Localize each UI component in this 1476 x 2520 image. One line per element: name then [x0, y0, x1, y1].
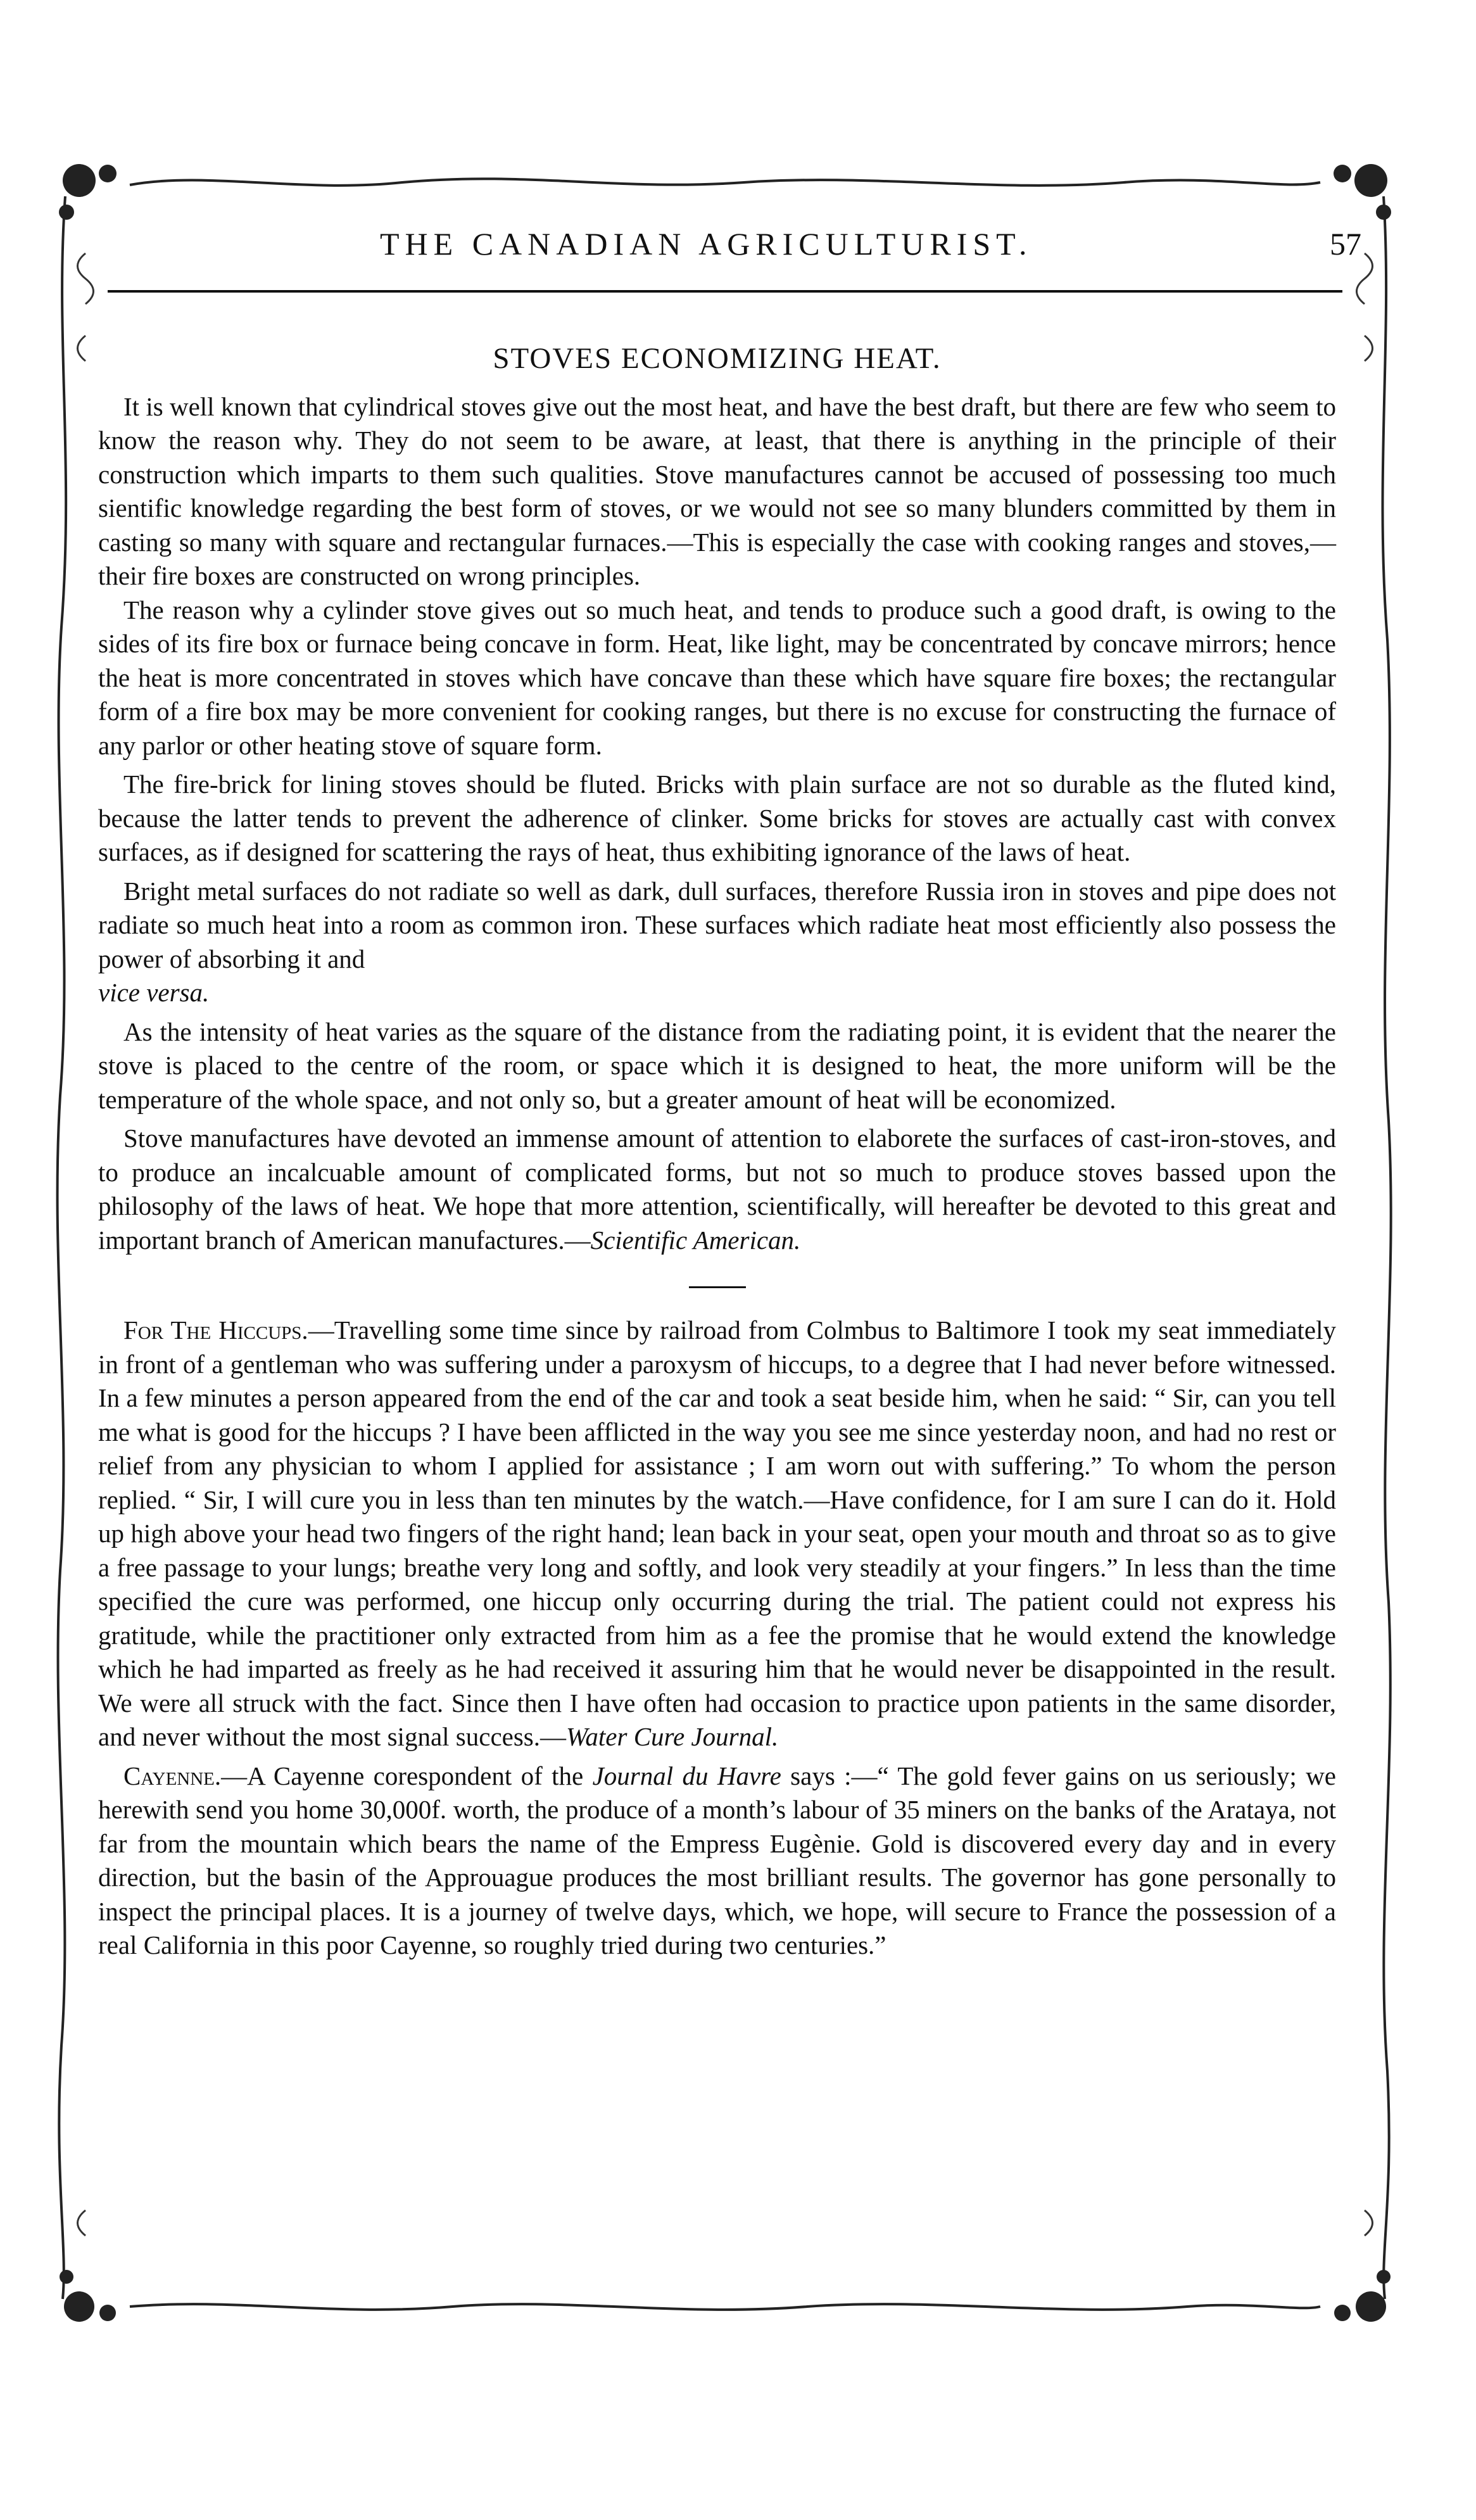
- hiccups-paragraph: [98, 1314, 1336, 1754]
- article-paragraph: It is well known that cylindrical stoves give out the most heat, and have the best draft, but there are few who seem to know the reason why. They do not seem to be aware, at least, that there is anything in the principle of their construction which imparts to them such qualities. Stove manufactures cannot be accused of possessing too much sientific knowledge regarding the best form of stoves, or we would not see so many blunders committed by them in casting so many with square and rectangular furnaces.—This is especially the case with cooking ranges and stoves,—their fire boxes are constructed on wrong principles.: [98, 391, 1336, 590]
- hiccups-lead: For The Hiccups.: [123, 1315, 308, 1345]
- cayenne-paragraph: [98, 1759, 1336, 1963]
- page-number: 57: [1330, 226, 1361, 262]
- header-rule: [108, 290, 1342, 293]
- article-paragraph: [98, 875, 1336, 1010]
- cayenne-lead: Cayenne.: [123, 1761, 222, 1790]
- page-content: [98, 342, 1336, 1968]
- paragraph-text: Bright metal surfaces do not radiate so well as dark, dull surfaces, therefore Russia iron in stoves and pipe does not radiate so much heat into a room as common iron. These surfaces which radiate heat most efficiently also possess the power of absorbing it and: [98, 876, 1336, 973]
- paragraph-text: Stove manufactures have devoted an immense amount of attention to elaborete the surfaces of cast-iron-stoves, and to produce an incalcuable amount of complicated forms, but not so much to produce stoves bassed upon the philosophy of the laws of heat. We hope that more attention, scientifically, will hereafter be devoted to this great and important branch of American manufactures.—: [98, 1124, 1336, 1255]
- section-separator: [689, 1286, 746, 1288]
- cayenne-text-after: says :—“ The gold fever gains on us seriously; we herewith send you home 30,000f. worth, the produce of a month’s labour of 35 miners on the banks of the Arataya, not far from the mountain which bears the name of the Empress Eugènie. Gold is discovered every day and in every direction, but the basin of the Approuague produces the most brilliant results. The governor has gone personally to inspect the principal places. It is a journey of twelve days, which, we hope, will secure to France the possession of a real California in this poor Cayenne, so roughly tried during two centuries.”: [98, 1761, 1336, 1960]
- hiccups-source: Water Cure Journal.: [566, 1722, 779, 1751]
- article-paragraph: The fire-brick for lining stoves should be fluted. Bricks with plain surface are not so durable as the fluted kind, because the latter tends to prevent the adherence of clinker. Some bricks for stoves are actually cast with convex surfaces, as if designed for scattering the rays of heat, thus exhibiting ignorance of the laws of heat.: [98, 769, 1336, 866]
- article-source: Scientific American.: [590, 1225, 801, 1255]
- vice-versa: vice versa.: [98, 978, 210, 1007]
- article-paragraph: [98, 1122, 1336, 1257]
- page-header: [108, 225, 1374, 263]
- article-paragraph: As the intensity of heat varies as the square of the distance from the radiating point, it is evident that the nearer the stove is placed to the centre of the room, or space which it is designed to heat, the more uniform will be the temperature of the whole space, and not only so, but a greater amount of heat will be economized.: [98, 1016, 1336, 1114]
- article-title: STOVES ECONOMIZING HEAT.: [493, 342, 942, 375]
- hiccups-text: —Travelling some time since by railroad from Colmbus to Baltimore I took my seat immediately in front of a gentleman who was suffering under a paroxysm of hiccups, to a degree that I had never before witnessed. In a few minutes a person appeared from the end of the car and took a seat beside him, when he said: “ Sir, can you tell me what is good for the hiccups ? I have been afflicted in the way you see me since yesterday noon, and had no rest or relief from any physician to whom I applied for assistance ; I am worn out with suffering.” To whom the person replied. “ Sir, I will cure you in less than ten minutes by the watch.—Have confidence, for I am sure I can do it. Hold up high above your head two fingers of the right hand; lean back in your seat, open your mouth and throat so as to give a free passage to your lungs; breathe very long and softly, and look very steadily at your fingers.” In less than the time specified the cure was performed, one hiccup only occurring during the trial. The patient could not express his gratitude, while the practitioner only extracted from him as a fee the promise that he would extend the knowledge which he had imparted as freely as he had received it assuring him that he would never be disappointed in the result. We were all struck with the fact. Since then I have often had occasion to practice upon patients in the same disorder, and never without the most signal success.—: [98, 1315, 1337, 1751]
- cayenne-journal: Journal du Havre: [592, 1761, 781, 1790]
- running-title: THE CANADIAN AGRICULTURIST.: [380, 226, 1033, 262]
- cayenne-text: —A Cayenne corespondent of the: [221, 1761, 593, 1790]
- article-paragraph: The reason why a cylinder stove gives out so much heat, and tends to produce such a good draft, is owing to the sides of its fire box or furnace being concave in form. Heat, like light, may be concentrated by concave mirrors; hence the heat is more concentrated in stoves which have concave than these which have square fire boxes; the rectangular form of a fire box may be more convenient for cooking ranges, but there is no excuse for constructing the furnace of any parlor or other heating stove of square form.: [98, 595, 1336, 760]
